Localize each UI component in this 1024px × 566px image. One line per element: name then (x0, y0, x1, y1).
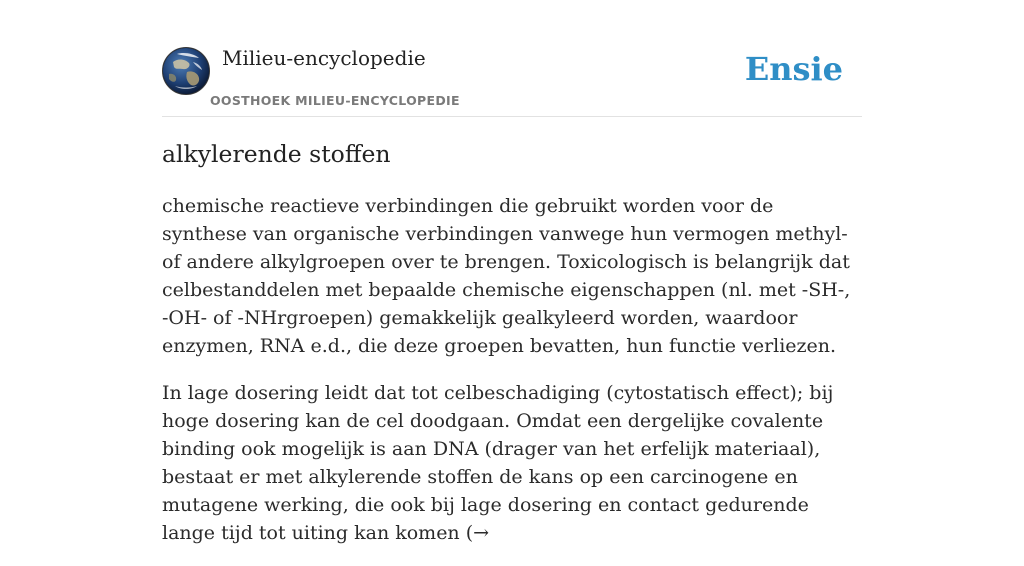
article-title: alkylerende stoffen (162, 140, 391, 168)
site-header (162, 0, 862, 117)
earth-globe-icon[interactable] (162, 47, 210, 95)
site-subtitle[interactable]: OOSTHOEK MILIEU-ENCYCLOPEDIE (210, 93, 460, 108)
content-container (162, 0, 862, 544)
brand-logo-link[interactable]: Ensie (744, 50, 843, 88)
article-paragraph: chemische reactieve verbindingen die gebruikt worden voor de synthese van organische verbindingen vanwege hun vermogen methyl- of andere alkylgroepen over te brengen. Toxicologisch is belangrijk dat celbestanddelen met bepaalde chemische eigenschappen (nl. met -SH-, -OH- of -NHrgroepen) gemakkelijk gealkyleerd worden, waardoor enzymen, RNA e.d., die deze groepen bevatten, hun functie verliezen. (162, 195, 851, 357)
article-paragraph: In lage dosering leidt dat tot celbeschadiging (cytostatisch effect); bij hoge dosering kan de cel doodgaan. Omdat een dergelijke covalente binding ook mogelijk is aan DNA (drager van het erfelijk materiaal), bestaat er met alkylerende stoffen de kans op een carcinogene en mutagene werking, die ook bij lage dosering en contact gedurende lange tijd tot uiting kan komen (→ (162, 382, 834, 544)
article-body (162, 192, 862, 566)
site-name[interactable]: Milieu-encyclopedie (222, 46, 426, 70)
